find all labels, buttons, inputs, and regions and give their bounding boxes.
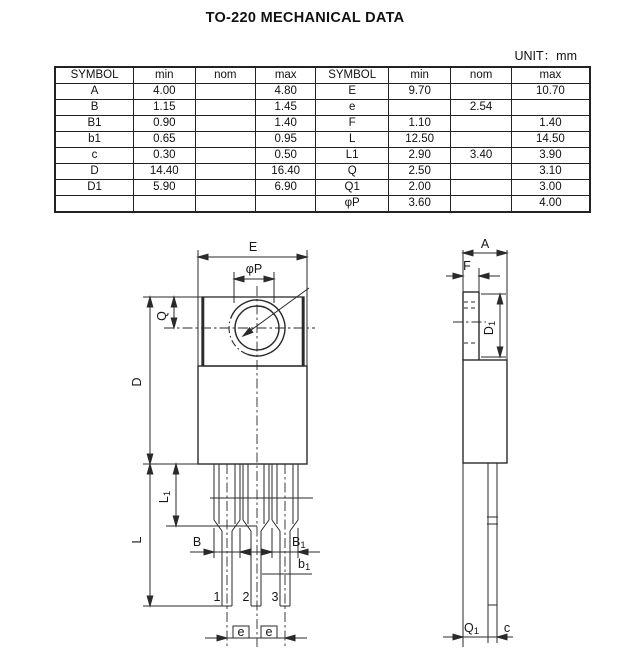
cell: b1 [55, 132, 134, 148]
arrowhead [479, 273, 489, 279]
cell [195, 180, 255, 196]
dim-label-c: c [503, 621, 511, 635]
cell [195, 196, 255, 213]
cell: 3.00 [511, 180, 590, 196]
cell: φP [316, 196, 389, 213]
cell [255, 196, 315, 213]
cell [195, 116, 255, 132]
dim-label-Q: Q [155, 311, 169, 321]
arrowhead [463, 250, 473, 256]
cell [55, 196, 134, 213]
leader-arrowhead [243, 328, 253, 336]
col-header: nom [195, 67, 255, 84]
unit-label: UNIT：mm [514, 49, 577, 63]
cell: 1.10 [388, 116, 450, 132]
side-view-labels [463, 237, 510, 637]
cell: B1 [55, 116, 134, 132]
col-header: max [255, 67, 315, 84]
arrowhead [217, 635, 227, 641]
table-row [55, 132, 590, 148]
arrowhead [453, 634, 463, 640]
cell: 16.40 [255, 164, 315, 180]
cell [134, 196, 195, 213]
cell: 4.80 [255, 84, 315, 100]
dim-label-L: L [130, 536, 144, 544]
cell: 1.40 [255, 116, 315, 132]
dim-label-e-left: e [237, 625, 245, 639]
arrowhead [147, 297, 153, 307]
cell: e [316, 100, 389, 116]
table-row [55, 116, 590, 132]
arrowhead [497, 347, 503, 357]
dim-label-F: F [463, 259, 471, 273]
arrowhead [285, 635, 295, 641]
cell: 6.90 [255, 180, 315, 196]
cell: 5.90 [134, 180, 195, 196]
cell: Q1 [316, 180, 389, 196]
side-lead [487, 463, 498, 605]
arrowhead [147, 464, 153, 474]
cell [451, 164, 511, 180]
cell [451, 180, 511, 196]
cell: 3.60 [388, 196, 450, 213]
cell: L1 [316, 148, 389, 164]
arrowhead [234, 276, 244, 282]
pin-number-1: 1 [213, 590, 221, 604]
arrowhead [297, 254, 307, 260]
cell: 4.00 [134, 84, 195, 100]
cell: 1.45 [255, 100, 315, 116]
cell [511, 100, 590, 116]
dim-label-B1: B1 [292, 535, 306, 551]
dim-label-b1: b1 [298, 557, 311, 573]
pin-number-2: 2 [242, 590, 250, 604]
cell: 1.15 [134, 100, 195, 116]
cell: F [316, 116, 389, 132]
arrowhead [173, 464, 179, 474]
cell [195, 132, 255, 148]
dim-label-Q1: Q1 [464, 621, 480, 637]
cell: D [55, 164, 134, 180]
cell [451, 196, 511, 213]
page-title: TO-220 MECHANICAL DATA [205, 10, 405, 26]
table-row [55, 84, 590, 100]
cell [451, 132, 511, 148]
cell [195, 148, 255, 164]
dim-label-phiP: φP [245, 262, 263, 276]
pitch-dimension [205, 626, 307, 641]
dim-label-B: B [192, 535, 202, 549]
cell: D1 [55, 180, 134, 196]
side-body [463, 360, 507, 463]
arrowhead [171, 297, 177, 307]
cell: 0.50 [255, 148, 315, 164]
cell: 9.70 [388, 84, 450, 100]
cell: 14.40 [134, 164, 195, 180]
col-header: min [388, 67, 450, 84]
table-row [55, 100, 590, 116]
cell: c [55, 148, 134, 164]
cell: A [55, 84, 134, 100]
cell: 0.90 [134, 116, 195, 132]
table-row [55, 164, 590, 180]
cell: 1.40 [511, 116, 590, 132]
cell: 4.00 [511, 196, 590, 213]
cell: 2.50 [388, 164, 450, 180]
dim-label-E: E [248, 240, 258, 254]
cell: 12.50 [388, 132, 450, 148]
cell: 2.90 [388, 148, 450, 164]
arrowhead [264, 276, 274, 282]
arrowhead [204, 549, 214, 555]
cell [195, 164, 255, 180]
arrowhead [240, 549, 250, 555]
arrowhead [147, 596, 153, 606]
arrowhead [497, 634, 507, 640]
arrowhead [198, 254, 208, 260]
dim-label-L1: L1 [157, 490, 173, 504]
arrowhead [453, 273, 463, 279]
cell [195, 84, 255, 100]
cell [451, 84, 511, 100]
dim-label-e-right: e [265, 625, 273, 639]
pin-number-3: 3 [271, 590, 279, 604]
table-row [55, 180, 590, 196]
arrowhead [262, 549, 272, 555]
cell: Q [316, 164, 389, 180]
cell [388, 100, 450, 116]
cell [451, 116, 511, 132]
cell: B [55, 100, 134, 116]
cell: E [316, 84, 389, 100]
dimension-table [54, 66, 591, 213]
cell: L [316, 132, 389, 148]
cell: 14.50 [511, 132, 590, 148]
arrowhead [497, 250, 507, 256]
arrowhead [173, 516, 179, 526]
arrowhead [171, 318, 177, 328]
table-row [55, 148, 590, 164]
cell: 3.40 [451, 148, 511, 164]
front-body [198, 366, 307, 464]
cell: 0.30 [134, 148, 195, 164]
table-row [55, 196, 590, 213]
cell: 0.95 [255, 132, 315, 148]
col-header: nom [451, 67, 511, 84]
dim-label-D: D [130, 377, 144, 387]
cell: 0.65 [134, 132, 195, 148]
cell: 10.70 [511, 84, 590, 100]
cell: 3.10 [511, 164, 590, 180]
dim-label-D1: D1 [482, 320, 498, 336]
col-header: SYMBOL [316, 67, 389, 84]
side-view-drawing [443, 250, 513, 647]
col-header: SYMBOL [55, 67, 134, 84]
arrowhead [497, 294, 503, 304]
col-header: max [511, 67, 590, 84]
dim-label-A: A [480, 237, 490, 251]
front-view-drawing [143, 250, 320, 647]
col-header: min [134, 67, 195, 84]
cell: 2.00 [388, 180, 450, 196]
table-header-row [55, 67, 590, 84]
cell: 3.90 [511, 148, 590, 164]
cell [195, 100, 255, 116]
cell: 2.54 [451, 100, 511, 116]
front-view-labels [130, 240, 310, 639]
